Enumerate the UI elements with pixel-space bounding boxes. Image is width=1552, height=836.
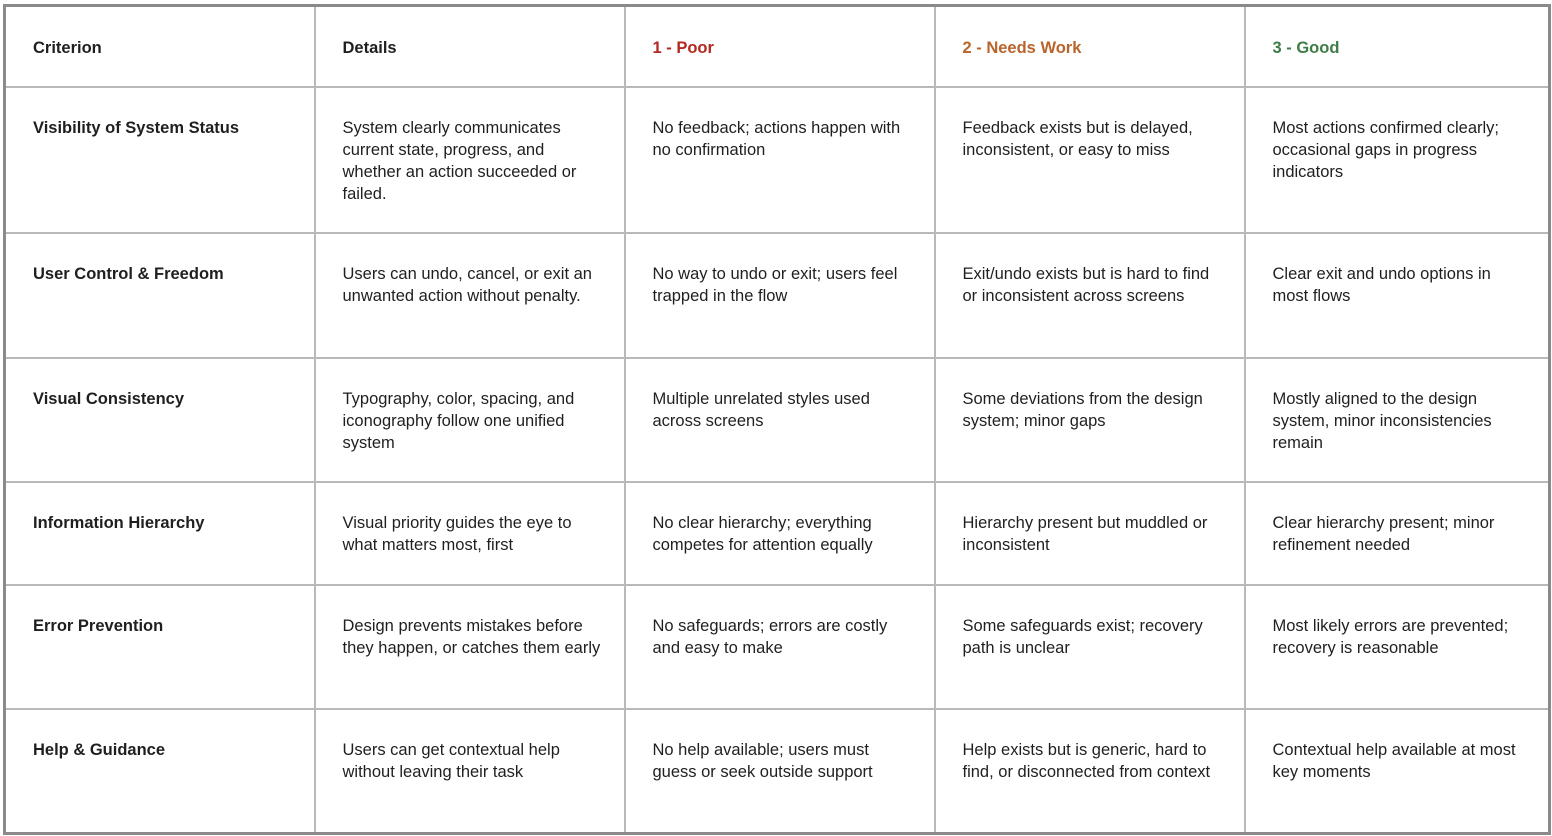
header-poor: 1 - Poor	[625, 6, 935, 87]
poor-cell: No clear hierarchy; everything competes for attention equally	[625, 482, 935, 585]
needs-work-cell: Some deviations from the design system; minor gaps	[935, 358, 1245, 482]
poor-cell: No way to undo or exit; users feel trapped in the flow	[625, 233, 935, 358]
criterion-cell: Error Prevention	[5, 585, 315, 709]
needs-work-cell: Help exists but is generic, hard to find, or disconnected from context	[935, 709, 1245, 834]
header-criterion: Criterion	[5, 6, 315, 87]
good-cell: Clear exit and undo options in most flows	[1245, 233, 1550, 358]
table-row	[5, 482, 1550, 585]
good-cell: Most likely errors are prevented; recovery is reasonable	[1245, 585, 1550, 709]
good-cell: Contextual help available at most key moments	[1245, 709, 1550, 834]
poor-cell: No help available; users must guess or seek outside support	[625, 709, 935, 834]
header-row	[5, 6, 1550, 87]
poor-cell: No safeguards; errors are costly and easy to make	[625, 585, 935, 709]
header-needs-work: 2 - Needs Work	[935, 6, 1245, 87]
details-cell: Users can get contextual help without leaving their task	[315, 709, 625, 834]
needs-work-cell: Exit/undo exists but is hard to find or inconsistent across screens	[935, 233, 1245, 358]
needs-work-cell: Feedback exists but is delayed, inconsistent, or easy to miss	[935, 87, 1245, 233]
poor-cell: Multiple unrelated styles used across screens	[625, 358, 935, 482]
needs-work-cell: Hierarchy present but muddled or inconsistent	[935, 482, 1245, 585]
table-row	[5, 233, 1550, 358]
table-row	[5, 87, 1550, 233]
good-cell: Most actions confirmed clearly; occasional gaps in progress indicators	[1245, 87, 1550, 233]
good-cell: Clear hierarchy present; minor refinement needed	[1245, 482, 1550, 585]
criterion-cell: Visibility of System Status	[5, 87, 315, 233]
details-cell: Design prevents mistakes before they happen, or catches them early	[315, 585, 625, 709]
table-row	[5, 585, 1550, 709]
criterion-cell: Information Hierarchy	[5, 482, 315, 585]
header-good: 3 - Good	[1245, 6, 1550, 87]
poor-cell: No feedback; actions happen with no confirmation	[625, 87, 935, 233]
details-cell: Visual priority guides the eye to what matters most, first	[315, 482, 625, 585]
good-cell: Mostly aligned to the design system, minor inconsistencies remain	[1245, 358, 1550, 482]
criterion-cell: Help & Guidance	[5, 709, 315, 834]
table-row	[5, 709, 1550, 834]
rubric-table	[3, 4, 1551, 835]
table-row	[5, 358, 1550, 482]
criterion-cell: User Control & Freedom	[5, 233, 315, 358]
header-details: Details	[315, 6, 625, 87]
details-cell: System clearly communicates current state, progress, and whether an action succeeded or failed.	[315, 87, 625, 233]
details-cell: Typography, color, spacing, and iconography follow one unified system	[315, 358, 625, 482]
details-cell: Users can undo, cancel, or exit an unwanted action without penalty.	[315, 233, 625, 358]
needs-work-cell: Some safeguards exist; recovery path is unclear	[935, 585, 1245, 709]
criterion-cell: Visual Consistency	[5, 358, 315, 482]
